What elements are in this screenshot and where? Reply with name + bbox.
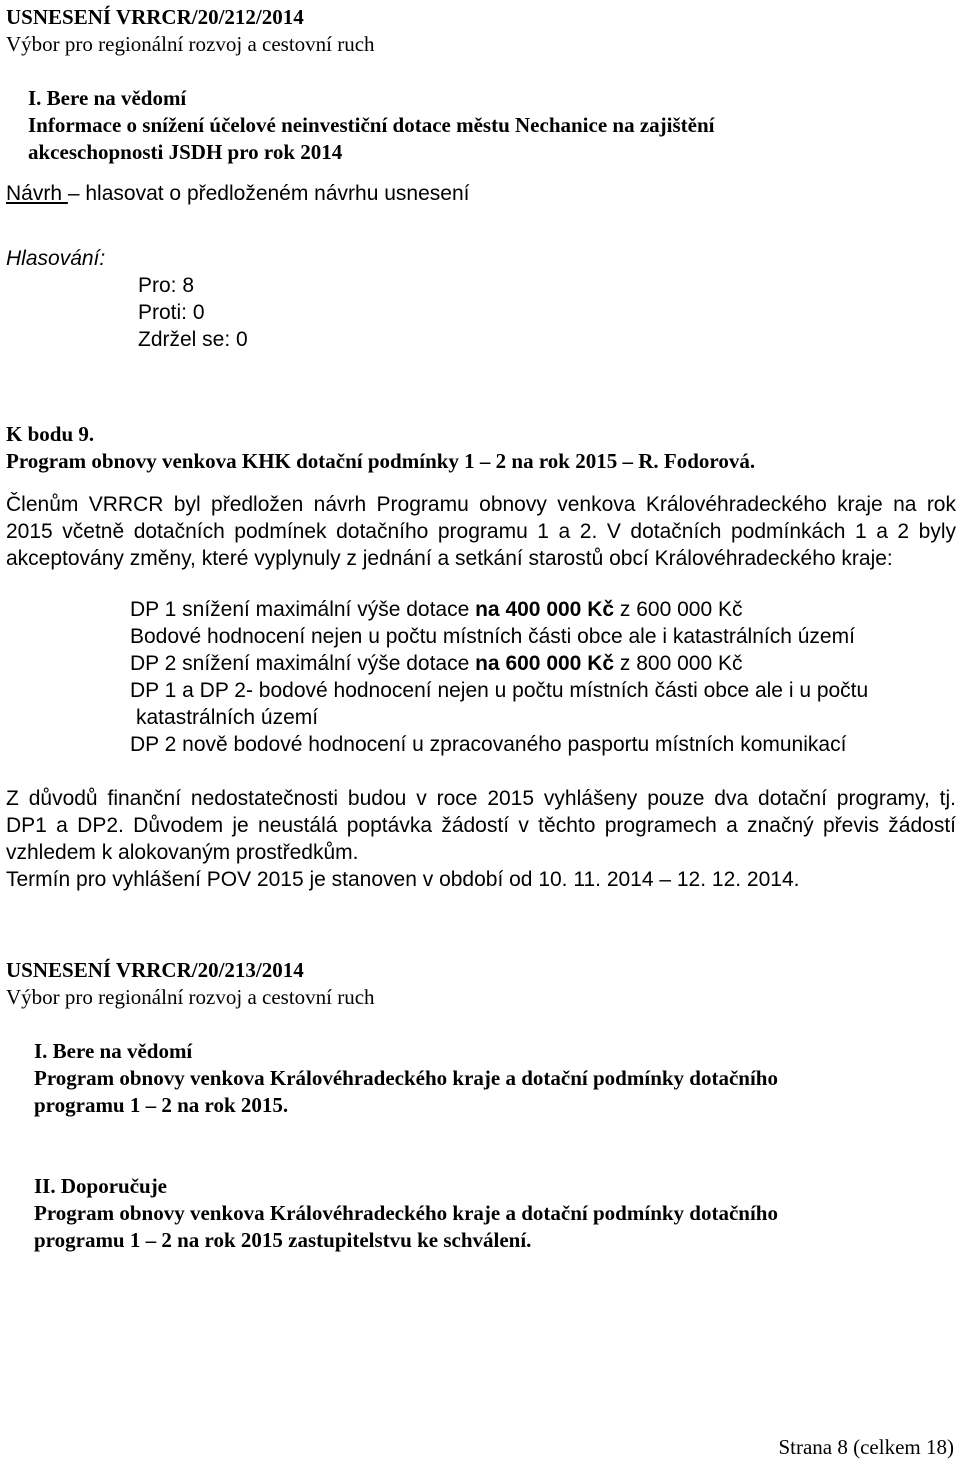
page-number: Strana 8 (celkem 18) <box>778 1435 954 1459</box>
dp2-text: DP 2 snížení maximální výše dotace <box>130 652 476 675</box>
committee-name: Výbor pro regionální rozvoj a cestovní ruch <box>6 985 375 1009</box>
scoring-item: Bodové hodnocení nejen u počtu místních části obce ale i katastrálních území <box>130 625 855 648</box>
resolution-point: I. Bere na vědomí <box>34 1039 193 1063</box>
resolution-title: USNESENÍ VRRCR/20/213/2014 <box>6 958 304 982</box>
paragraph-line: Z důvodů finanční nedostatečnosti budou v roce 2015 vyhlášeny pouze dva dotační programy, tj. <box>6 787 956 810</box>
resolution-text-line: Program obnovy venkova Královéhradeckého kraje a dotační podmínky dotačního <box>34 1066 778 1090</box>
dp12-item-cont: katastrálních území <box>136 706 319 729</box>
agenda-heading: Program obnovy venkova KHK dotační podmínky 1 – 2 na rok 2015 – R. Fodorová. <box>6 449 756 473</box>
dp1-text: DP 1 snížení maximální výše dotace <box>130 598 476 621</box>
resolution-text-line: programu 1 – 2 na rok 2015 zastupitelstvu ke schválení. <box>34 1228 532 1252</box>
voting-label: Hlasování: <box>6 247 106 270</box>
spacer <box>6 893 956 957</box>
deadline-line: Termín pro vyhlášení POV 2015 je stanoven v období od 10. 11. 2014 – 12. 12. 2014. <box>6 868 800 891</box>
paragraph-line: 2015 včetně dotačních podmínek dotačního programu 1 a 2. V dotačních podmínkách 1 a 2 byly <box>6 520 956 543</box>
vote-for: Pro: 8 <box>138 274 195 297</box>
document-page <box>6 4 956 1254</box>
agenda-item: K bodu 9. <box>6 422 95 446</box>
spacer <box>6 58 956 85</box>
vote-against: Proti: 0 <box>138 301 205 324</box>
vote-abstain: Zdržel se: 0 <box>138 328 248 351</box>
resolution-title: USNESENÍ VRRCR/20/212/2014 <box>6 5 304 29</box>
dp1-from: z 600 000 Kč <box>614 598 743 621</box>
dp2-amount: na 600 000 Kč <box>475 652 615 675</box>
dp2-new-item: DP 2 nově bodové hodnocení u zpracovaného pasportu místních komunikací <box>130 733 847 756</box>
proposal-text: – hlasovat o předloženém návrhu usnesení <box>67 182 470 205</box>
dp2-item <box>6 650 956 677</box>
dp1-item <box>6 596 956 623</box>
spacer <box>6 572 956 596</box>
paragraph-line: Členům VRRCR byl předložen návrh Programu obnovy venkova Královéhradeckého kraje na rok <box>6 493 956 516</box>
spacer <box>6 166 956 180</box>
paragraph-line: akceptovány změny, které vyplynuly z jednání a setkání starostů obcí Královéhradeckého kraje: <box>6 547 893 570</box>
spacer <box>6 353 956 421</box>
resolution-point: II. Doporučuje <box>34 1174 168 1198</box>
spacer <box>6 207 956 245</box>
proposal-line <box>6 180 956 207</box>
dp2-from: z 800 000 Kč <box>614 652 743 675</box>
resolution-subject-line: Informace o snížení účelové neinvestiční dotace městu Nechanice na zajištění <box>28 113 715 137</box>
resolution-text-line: programu 1 – 2 na rok 2015. <box>34 1093 289 1117</box>
paragraph-line: DP1 a DP2. Důvodem je neustálá poptávka žádostí v těchto programech a značný převis žádostí <box>6 814 956 837</box>
dp12-item: DP 1 a DP 2- bodové hodnocení nejen u počtu místních části obce ale i u počtu <box>130 679 869 702</box>
spacer <box>6 1011 956 1038</box>
dp1-amount: na 400 000 Kč <box>475 598 615 621</box>
spacer <box>6 758 956 785</box>
committee-name: Výbor pro regionální rozvoj a cestovní ruch <box>6 32 375 56</box>
resolution-subject-line: akceschopnosti JSDH pro rok 2014 <box>28 140 343 164</box>
spacer <box>6 475 956 491</box>
proposal-label: Návrh <box>6 182 68 205</box>
spacer <box>6 1119 956 1173</box>
resolution-text-line: Program obnovy venkova Královéhradeckého kraje a dotační podmínky dotačního <box>34 1201 778 1225</box>
resolution-point: I. Bere na vědomí <box>28 86 187 110</box>
paragraph-line: vzhledem k alokovaným prostředkům. <box>6 841 359 864</box>
